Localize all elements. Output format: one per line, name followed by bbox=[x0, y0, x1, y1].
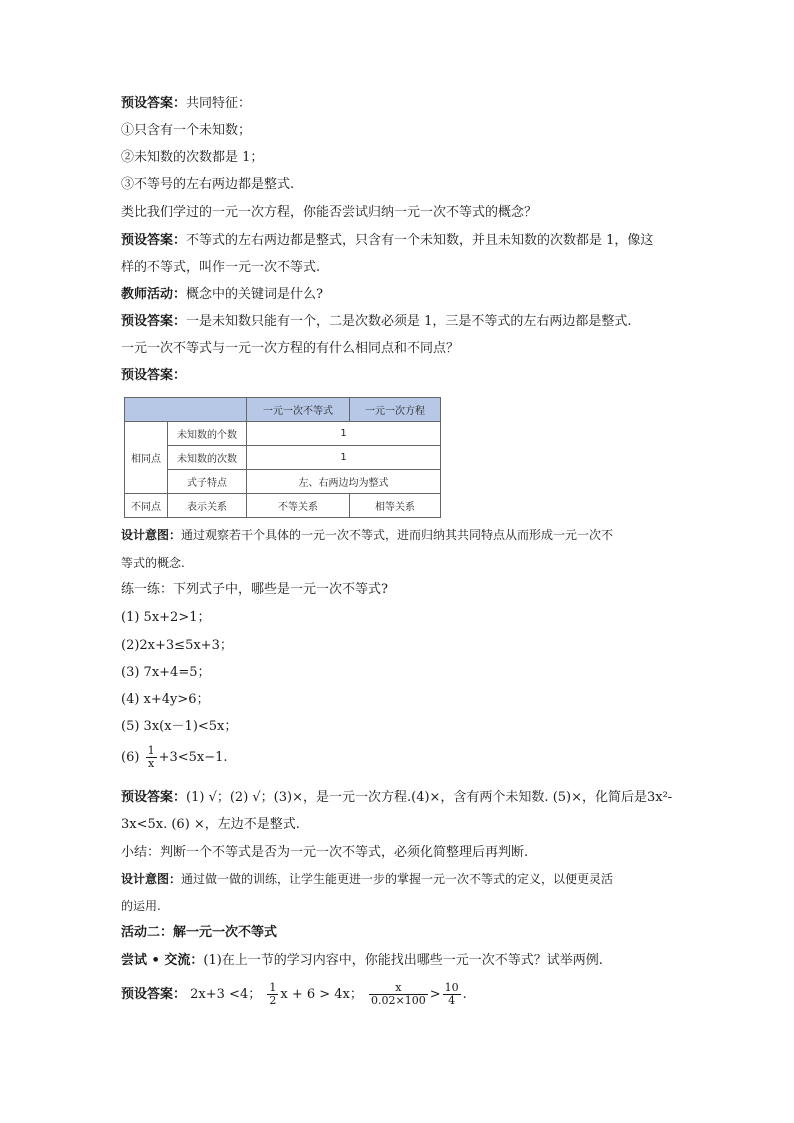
row-label: 未知数的次数 bbox=[168, 446, 247, 470]
numerator: 10 bbox=[444, 981, 459, 994]
numerator: 1 bbox=[147, 744, 155, 757]
diff-label: 不同点 bbox=[125, 494, 168, 518]
concept-question: 类比我们学过的一元一次方程，你能否尝试归纳一元一次不等式的概念？ bbox=[121, 205, 538, 220]
text: 一是未知数只能有一个，二是次数必须是 1，三是不等式的左右两边都是整式. bbox=[186, 314, 632, 329]
row-value: 不等关系 bbox=[247, 494, 350, 518]
denominator: 2 bbox=[269, 994, 277, 1007]
fraction bbox=[146, 745, 157, 770]
activity-two-heading: 活动二：解一元一次不等式 bbox=[121, 925, 278, 940]
exercise-item-6 bbox=[121, 745, 228, 771]
row-value: 1 bbox=[247, 446, 441, 470]
row-value: 左、右两边均为整式 bbox=[247, 470, 441, 494]
summary: 小结：判断一个不等式是否为一元一次不等式，必须化简整理后再判断. bbox=[121, 845, 529, 860]
exercise-item: (4) x+4y>6； bbox=[121, 692, 210, 707]
prefix: (6) bbox=[121, 750, 140, 765]
preset-answer-5-cont: 3x<5x. (6) ×，左边不是整式. bbox=[121, 817, 300, 832]
text: 通过观察若干个具体的一元一次不等式，进而归纳其共同特点从而形成一元一次不 bbox=[181, 528, 614, 542]
label: 预设答案： bbox=[121, 314, 187, 329]
row-value: 相等关系 bbox=[350, 494, 441, 518]
same-label: 相同点 bbox=[125, 422, 168, 494]
expr-b: x + 6 > 4x； bbox=[280, 987, 363, 1002]
header-inequality: 一元一次不等式 bbox=[247, 398, 350, 422]
preset-answer-2-cont: 样的不等式，叫作一元一次不等式. bbox=[121, 260, 321, 275]
try-exchange bbox=[121, 951, 603, 971]
table-row bbox=[125, 422, 441, 446]
design-intent-1 bbox=[121, 525, 613, 545]
exercise-title: 练一练：下列式子中，哪些是一元一次不等式? bbox=[121, 582, 388, 597]
label: 预设答案： bbox=[121, 987, 187, 1002]
preset-answer-5 bbox=[121, 788, 672, 808]
numerator: 1 bbox=[269, 981, 277, 994]
compare-question: 一元一次不等式与一元一次方程的有什么相同点和不同点？ bbox=[121, 341, 460, 356]
row-label: 未知数的个数 bbox=[168, 422, 247, 446]
label: 设计意图： bbox=[121, 872, 182, 886]
design-intent-1-cont: 等式的概念. bbox=[121, 556, 185, 570]
header-equation: 一元一次方程 bbox=[350, 398, 441, 422]
denominator: x bbox=[147, 757, 155, 770]
text: (1)在上一节的学习内容中，你能找出哪些一元一次不等式？试举两例. bbox=[203, 953, 603, 968]
table-row bbox=[125, 494, 441, 518]
denominator: 4 bbox=[448, 994, 456, 1007]
label: 预设答案： bbox=[121, 96, 187, 111]
period: . bbox=[462, 987, 467, 1002]
row-value: 1 bbox=[247, 422, 441, 446]
preset-answer-2 bbox=[121, 231, 653, 251]
feature-2: ②未知数的次数都是 1； bbox=[121, 150, 264, 165]
text: (1) √；(2) √；(3)×，是一元一次方程.(4)×，含有两个未知数. (5)×，化简后是3x²- bbox=[186, 790, 673, 805]
text: 概念中的关键词是什么? bbox=[186, 287, 323, 302]
table-row bbox=[125, 446, 441, 470]
teacher-activity bbox=[121, 285, 323, 305]
preset-answer-1 bbox=[121, 94, 251, 114]
row-label: 表示关系 bbox=[168, 494, 247, 518]
row-label: 式子特点 bbox=[168, 470, 247, 494]
feature-1: ①只含有一个未知数； bbox=[121, 123, 252, 138]
preset-answer-3 bbox=[121, 312, 632, 332]
exercise-item: (2)2x+3≤5x+3； bbox=[121, 638, 233, 653]
rest: +3<5x−1. bbox=[158, 750, 228, 765]
label: 预设答案： bbox=[121, 233, 187, 248]
comparison-table bbox=[124, 397, 441, 518]
label: 尝试 • 交流： bbox=[121, 953, 204, 968]
exercise-item: (3) 7x+4=5； bbox=[121, 665, 211, 680]
fraction bbox=[443, 982, 461, 1007]
text: 共同特征： bbox=[186, 96, 252, 111]
expr-a: 2x+3 <4； bbox=[190, 987, 262, 1002]
header-empty bbox=[125, 398, 247, 422]
design-intent-2-cont: 的运用. bbox=[121, 899, 161, 913]
label: 教师活动： bbox=[121, 287, 187, 302]
preset-answer-4 bbox=[121, 366, 186, 386]
design-intent-2 bbox=[121, 869, 613, 889]
numerator: x bbox=[369, 982, 428, 995]
preset-answer-6 bbox=[121, 980, 467, 1010]
exercise-item: (1) 5x+2>1； bbox=[121, 610, 211, 625]
gt-sign: > bbox=[429, 987, 441, 1002]
table-row bbox=[125, 470, 441, 494]
fraction bbox=[267, 982, 278, 1007]
feature-3: ③不等号的左右两边都是整式. bbox=[121, 177, 295, 192]
label: 预设答案： bbox=[121, 790, 187, 805]
text: 不等式的左右两边都是整式，只含有一个未知数，并且未知数的次数都是 1，像这 bbox=[186, 233, 654, 248]
label: 预设答案： bbox=[121, 368, 187, 383]
exercise-item: (5) 3x(x－1)<5x； bbox=[121, 719, 238, 734]
label: 设计意图： bbox=[121, 528, 182, 542]
fraction bbox=[369, 982, 428, 1007]
table-header-row bbox=[125, 398, 441, 422]
denominator: 0.02×100 bbox=[371, 994, 426, 1007]
text: 通过做一做的训练，让学生能更进一步的掌握一元一次不等式的定义，以便更灵活 bbox=[181, 872, 614, 886]
